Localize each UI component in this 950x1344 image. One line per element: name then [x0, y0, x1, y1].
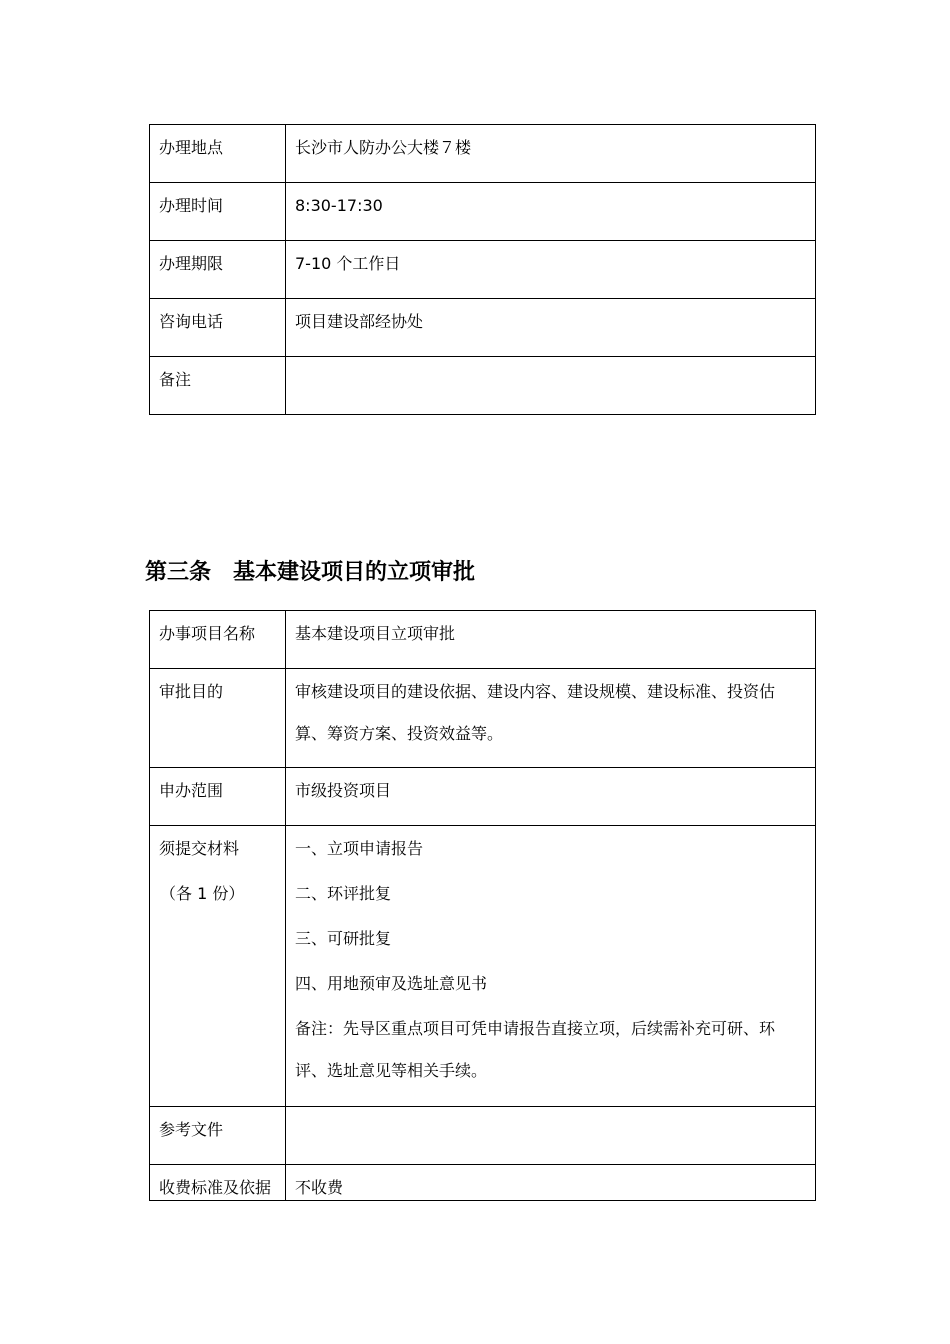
row-label	[150, 299, 286, 357]
materials-list	[295, 826, 806, 1082]
table-row	[150, 1107, 816, 1165]
row-label	[150, 1165, 286, 1201]
label-scope: 申办范围	[159, 781, 224, 800]
label-project-name: 办事项目名称	[159, 624, 256, 643]
approval-info-table	[149, 610, 816, 1201]
row-value	[286, 826, 816, 1107]
row-value	[286, 125, 816, 183]
row-label	[150, 357, 286, 415]
label-purpose: 审批目的	[159, 682, 224, 701]
table-row	[150, 183, 816, 241]
list-item: 四、用地预审及选址意见书	[295, 974, 488, 993]
row-value	[286, 1165, 816, 1201]
value-project-name: 基本建设项目立项审批	[295, 624, 456, 643]
label-office-location: 办理地点	[159, 138, 224, 157]
value-remarks	[295, 357, 806, 369]
value-consult-phone: 项目建设部经协处	[295, 312, 424, 331]
table-row	[150, 241, 816, 299]
row-value	[286, 1107, 816, 1165]
value-office-location: 长沙市人防办公大楼７楼	[295, 138, 472, 157]
section-heading: 第三条 基本建设项目的立项审批	[145, 560, 476, 585]
label-office-hours: 办理时间	[159, 196, 224, 215]
purpose-text	[295, 669, 806, 745]
label-materials: 须提交材料	[159, 839, 240, 858]
materials-note-line: 评、选址意见等相关手续。	[295, 1061, 488, 1080]
office-info-table	[149, 124, 816, 415]
table-row	[150, 357, 816, 415]
table-row	[150, 1165, 816, 1201]
purpose-line: 审核建设项目的建设依据、建设内容、建设规模、建设标准、投资估	[295, 682, 776, 701]
row-label	[150, 241, 286, 299]
label-consult-phone: 咨询电话	[159, 312, 224, 331]
row-value	[286, 611, 816, 669]
table-row	[150, 611, 816, 669]
row-value	[286, 241, 816, 299]
value-time-limit: 7-10 个工作日	[295, 254, 401, 273]
row-value	[286, 183, 816, 241]
table-row	[150, 669, 816, 768]
row-label	[150, 1107, 286, 1165]
row-label	[150, 183, 286, 241]
table-row	[150, 826, 816, 1107]
table-row	[150, 299, 816, 357]
row-label	[150, 611, 286, 669]
label-materials-copies: （各 1 份）	[160, 884, 245, 903]
value-scope: 市级投资项目	[295, 781, 392, 800]
table-row	[150, 125, 816, 183]
row-label	[150, 826, 286, 1107]
table-row	[150, 768, 816, 826]
label-reference: 参考文件	[159, 1120, 224, 1139]
materials-note-line: 备注：先导区重点项目可凭申请报告直接立项，后续需补充可研、环	[295, 1019, 776, 1038]
label-time-limit: 办理期限	[159, 254, 224, 273]
label-fees: 收费标准及依据	[159, 1178, 272, 1197]
value-fees: 不收费	[295, 1178, 344, 1197]
value-office-hours: 8:30-17:30	[295, 196, 383, 215]
row-value	[286, 299, 816, 357]
row-value	[286, 768, 816, 826]
value-reference	[295, 1107, 806, 1119]
purpose-line: 算、筹资方案、投资效益等。	[295, 724, 504, 743]
list-item: 三、可研批复	[295, 929, 392, 948]
list-item: 二、环评批复	[295, 884, 392, 903]
row-value	[286, 357, 816, 415]
row-label	[150, 768, 286, 826]
row-label	[150, 125, 286, 183]
label-remarks: 备注	[159, 370, 192, 389]
row-value	[286, 669, 816, 768]
row-label	[150, 669, 286, 768]
list-item: 一、立项申请报告	[295, 839, 424, 858]
